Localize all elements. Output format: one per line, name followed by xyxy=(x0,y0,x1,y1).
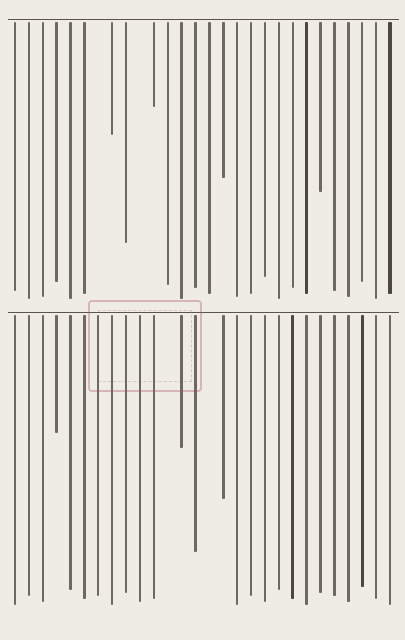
text-line xyxy=(375,22,377,299)
lower-text-column xyxy=(272,315,285,615)
upper-text-column xyxy=(36,22,49,309)
text-line xyxy=(14,22,16,291)
upper-text-column xyxy=(272,22,285,309)
text-line xyxy=(153,22,155,107)
text-line xyxy=(389,315,391,605)
lower-text-column xyxy=(50,315,63,615)
upper-text-column xyxy=(50,22,63,309)
header-rule xyxy=(8,19,399,20)
text-line xyxy=(250,22,252,294)
lower-text-column xyxy=(231,315,244,615)
lower-text-column xyxy=(286,315,299,615)
upper-text-column xyxy=(328,22,341,309)
text-line xyxy=(278,315,280,590)
text-line xyxy=(291,315,294,599)
text-line xyxy=(222,22,224,178)
text-line xyxy=(305,315,307,605)
upper-text-column xyxy=(161,22,174,309)
upper-text-column xyxy=(8,22,21,309)
text-line xyxy=(361,22,363,282)
upper-text-column xyxy=(203,22,216,309)
lower-text-column xyxy=(258,315,271,615)
lower-text-column xyxy=(203,315,216,615)
lower-text-column xyxy=(342,315,355,615)
text-line xyxy=(236,22,238,297)
lower-text-column xyxy=(370,315,383,615)
text-line xyxy=(264,315,266,602)
running-header xyxy=(8,4,10,15)
text-line xyxy=(361,315,364,587)
text-line xyxy=(69,315,71,590)
upper-text-column xyxy=(383,22,396,309)
panel-divider xyxy=(8,312,399,313)
text-line xyxy=(42,315,44,602)
text-line xyxy=(111,22,113,135)
text-line xyxy=(305,22,308,294)
upper-text-column xyxy=(64,22,77,309)
upper-text-column xyxy=(370,22,383,309)
upper-text-column xyxy=(22,22,35,309)
text-line xyxy=(42,22,44,297)
upper-text-column xyxy=(314,22,327,309)
upper-text-column xyxy=(78,22,91,309)
text-line xyxy=(388,22,391,294)
text-line xyxy=(125,22,127,243)
text-line xyxy=(319,22,321,192)
text-line xyxy=(14,315,16,605)
text-line xyxy=(83,22,85,294)
upper-text-column xyxy=(356,22,369,309)
upper-text-column xyxy=(92,22,105,309)
lower-text-panel xyxy=(8,315,397,615)
lower-text-column xyxy=(22,315,35,615)
lower-text-column xyxy=(314,315,327,615)
lower-text-column xyxy=(8,315,21,615)
upper-text-column xyxy=(175,22,188,309)
text-line xyxy=(375,315,377,599)
upper-text-column xyxy=(300,22,313,309)
text-line xyxy=(236,315,238,605)
upper-text-column xyxy=(217,22,230,309)
text-line xyxy=(194,22,196,288)
text-line xyxy=(55,315,57,433)
text-line xyxy=(222,315,224,499)
upper-text-column xyxy=(286,22,299,309)
upper-text-column xyxy=(189,22,202,309)
text-line xyxy=(333,315,335,596)
text-line xyxy=(208,22,210,294)
lower-text-column xyxy=(356,315,369,615)
text-line xyxy=(347,315,349,602)
text-line xyxy=(264,22,266,277)
text-line xyxy=(28,22,30,299)
library-watermark-stamp xyxy=(88,300,202,392)
text-line xyxy=(28,315,30,596)
text-line xyxy=(83,315,85,599)
upper-text-column xyxy=(133,22,146,309)
upper-text-column xyxy=(231,22,244,309)
text-line xyxy=(180,22,182,299)
text-line xyxy=(347,22,349,297)
lower-text-column xyxy=(64,315,77,615)
lower-text-column xyxy=(328,315,341,615)
lower-text-column xyxy=(217,315,230,615)
text-line xyxy=(333,22,335,291)
upper-text-column xyxy=(119,22,132,309)
upper-text-panel xyxy=(8,22,397,309)
lower-text-column xyxy=(245,315,258,615)
lower-text-column xyxy=(383,315,396,615)
upper-text-column xyxy=(342,22,355,309)
upper-text-column xyxy=(258,22,271,309)
lower-text-column xyxy=(36,315,49,615)
text-line xyxy=(292,22,294,288)
lower-text-column xyxy=(300,315,313,615)
text-line xyxy=(69,22,71,299)
upper-text-column xyxy=(147,22,160,309)
text-line xyxy=(250,315,252,596)
upper-text-column xyxy=(106,22,119,309)
text-line xyxy=(319,315,321,593)
upper-text-column xyxy=(245,22,258,309)
text-line xyxy=(55,22,57,282)
text-line xyxy=(278,22,280,299)
text-line xyxy=(167,22,169,285)
